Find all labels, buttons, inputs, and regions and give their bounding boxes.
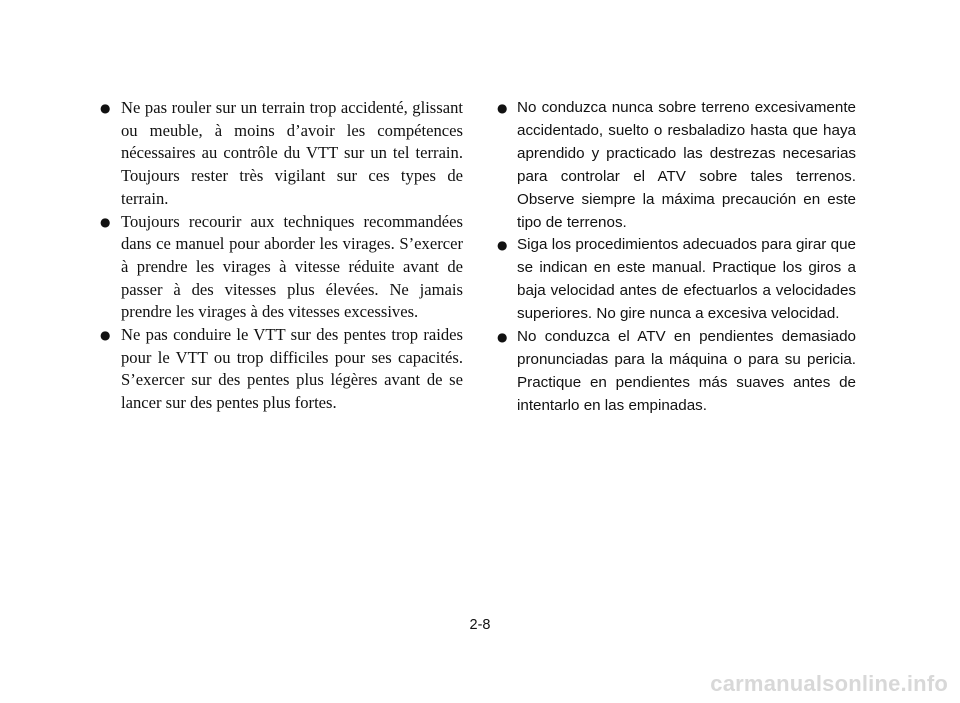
- spanish-list-item: [495, 234, 856, 326]
- french-bullet-list: [97, 97, 463, 415]
- watermark: carmanualsonline.info: [710, 671, 948, 696]
- spanish-column: [495, 97, 856, 418]
- spanish-item-text: Siga los procedimientos adecuados para girar que se indican en este manual. Practique los giros a baja velocidad antes de efectuarlos a velocidades superiores. No gire nunca a excesiva velocidad.: [517, 236, 856, 323]
- spanish-list-item: [495, 97, 856, 234]
- french-list-item: [97, 324, 463, 415]
- french-list-item: [97, 211, 463, 325]
- page-number: 2-8: [469, 617, 491, 633]
- french-list-item: [97, 97, 463, 211]
- french-item-text: Toujours recourir aux techniques recommandées dans ce manuel pour aborder les virages. S’exercer à prendre les virages à vitesse réduite avant de passer à des vitesses plus élevées. Ne jamais prendre les virages à des vitesses excessives.: [121, 211, 463, 322]
- bullet-icon: ●: [497, 101, 508, 115]
- bullet-icon: ●: [100, 101, 111, 115]
- french-item-text: Ne pas conduire le VTT sur des pentes trop raides pour le VTT ou trop difficiles pour ses capacités. S’exercer sur des pentes plus légères avant de se lancer sur des pentes plus fortes.: [121, 325, 463, 413]
- bullet-icon: ●: [100, 328, 111, 343]
- bullet-icon: ●: [497, 238, 508, 253]
- bullet-icon: ●: [497, 330, 508, 345]
- spanish-item-text: No conduzca el ATV en pendientes demasiado pronunciadas para la máquina o para su pericia. Practique en pendientes más suaves antes de intentarlo en las empinadas.: [517, 328, 856, 414]
- spanish-bullet-list: [495, 97, 856, 418]
- french-item-text: Ne pas rouler sur un terrain trop accidenté, glissant ou meuble, à moins d’avoir les compétences nécessaires au contrôle du VTT sur un tel terrain. Toujours rester très vigilant sur ces types de terrain.: [121, 98, 463, 208]
- spanish-item-text: No conduzca nunca sobre terreno excesivamente accidentado, suelto o resbaladizo hasta que haya aprendido y practicado las destrezas necesarias para controlar el ATV sobre tales terrenos. Observe siempre la máxima precaución en este tipo de terrenos.: [517, 99, 856, 231]
- bullet-icon: ●: [100, 214, 111, 229]
- french-column: [97, 97, 463, 415]
- spanish-list-item: [495, 326, 856, 418]
